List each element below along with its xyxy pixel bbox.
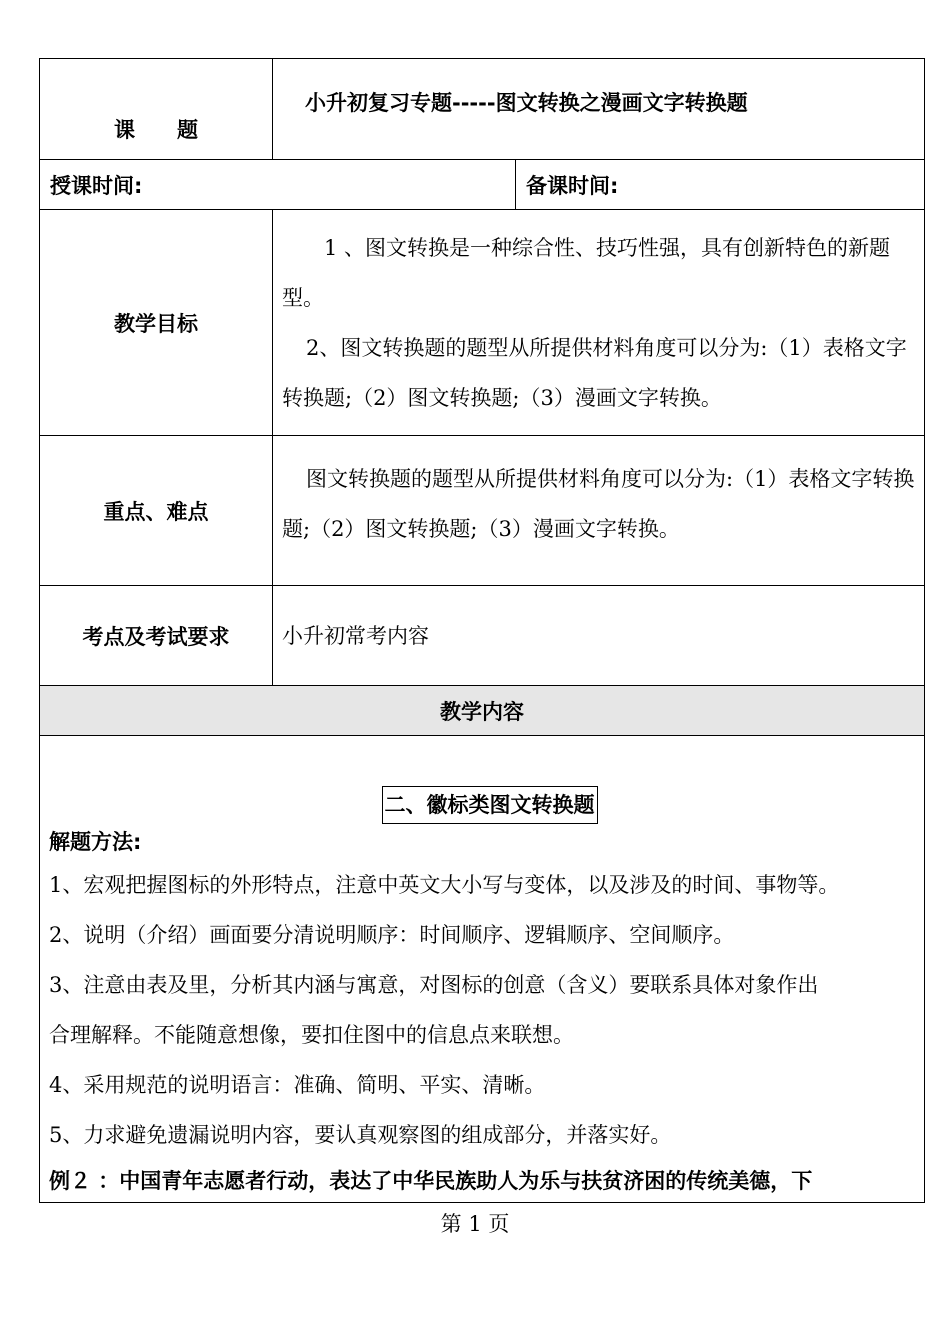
keypoints-text: 图文转换题的题型从所提供材料角度可以分为:（1）表格文字转换题;（2）图文转换题;（3）漫画文字转换。 — [282, 467, 915, 541]
content-header: 教学内容 — [40, 686, 925, 736]
method-line-2: 2、说明（介绍）画面要分清说明顺序：时间顺序、逻辑顺序、空间顺序。 — [49, 923, 735, 947]
method-line-5: 5、力求避免遗漏说明内容，要认真观察图的组成部分，并落实好。 — [49, 1123, 672, 1147]
method-line-3: 3、注意由表及里，分析其内涵与寓意，对图标的创意（含义）要联系具体对象作出 — [49, 973, 819, 997]
method-line-1: 1、宏观把握图标的外形特点，注意中英文大小写与变体，以及涉及的时间、事物等。 — [49, 873, 840, 897]
section-title: 二、徽标类图文转换题 — [382, 786, 598, 824]
prep-time-label: 备课时间: — [516, 160, 925, 210]
time-row — [40, 160, 925, 210]
content-header-row — [40, 686, 925, 736]
method-title: 解题方法: — [49, 830, 142, 854]
keypoints-cell — [273, 436, 925, 586]
objective-2: 2、图文转换题的题型从所提供材料角度可以分为:（1）表格文字转换题;（2）图文转换题;（3）漫画文字转换。 — [282, 335, 907, 410]
keypoints-label: 重点、难点 — [40, 436, 273, 586]
topic-row — [40, 59, 925, 160]
exam-row — [40, 586, 925, 686]
section-title-wrap — [49, 736, 924, 824]
objectives-label: 教学目标 — [40, 210, 273, 436]
exam-text: 小升初常考内容 — [273, 586, 925, 686]
method-line-3-cont: 合理解释。不能随意想像，要扣住图中的信息点来联想。 — [49, 1023, 574, 1047]
lesson-plan-table — [39, 58, 925, 1203]
content-row — [40, 736, 925, 1203]
exam-label: 考点及考试要求 — [40, 586, 273, 686]
teach-time-label: 授课时间: — [40, 160, 516, 210]
method-line-4: 4、采用规范的说明语言：准确、简明、平实、清晰。 — [49, 1073, 546, 1097]
objective-1: 1 、图文转换是一种综合性、技巧性强，具有创新特色的新题型。 — [282, 235, 891, 310]
example-text: 例２ ：中国青年志愿者行动，表达了中华民族助人为乐与扶贫济困的传统美德，下 — [49, 1169, 813, 1193]
content-cell — [40, 736, 925, 1203]
keypoints-row — [40, 436, 925, 586]
page-number: 第 1 页 — [440, 1212, 510, 1236]
objectives-row — [40, 210, 925, 436]
topic-text: 小升初复习专题-----图文转换之漫画文字转换题 — [273, 59, 925, 160]
topic-label: 课 题 — [40, 59, 273, 160]
objectives-cell — [273, 210, 925, 436]
